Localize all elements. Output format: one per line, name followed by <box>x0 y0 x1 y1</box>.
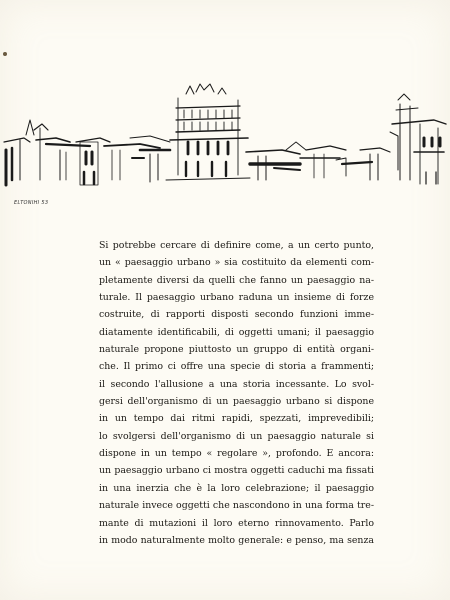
text-line: in un tempo dai ritmi rapidi, spezzati, imprevedibili; <box>99 413 374 425</box>
text-line: lo svolgersi dell'organismo di un paesaggio naturale si <box>99 430 374 442</box>
text-line: naturale propone piuttosto un gruppo di entità organi- <box>99 344 374 356</box>
text-line: dispone in un tempo « regolare », profondo. E ancora: <box>99 448 374 460</box>
text-line: gersi dell'organismo di un paesaggio urbano si dispone <box>99 396 374 408</box>
text-line: in modo naturalmente molto generale: e penso, ma senza <box>99 534 374 546</box>
text-line: un « paesaggio urbano » sia costituito da elementi com- <box>99 257 374 269</box>
body-paragraph <box>99 237 374 549</box>
page-edge-mark <box>3 52 7 56</box>
text-line: un paesaggio urbano ci mostra oggetti caduchi ma fissati <box>99 465 374 477</box>
text-line: il secondo l'allusione a una storia incessante. Lo svol- <box>99 378 374 390</box>
text-line: mante di mutazioni il loro eterno rinnovamento. Parlo <box>99 517 374 529</box>
text-line: in una inerzia che è la loro celebrazione; il paesaggio <box>99 482 374 494</box>
text-line: costruite, di rapporti disposti secondo funzioni imme- <box>99 309 374 321</box>
text-line: diatamente identificabili, di oggetti umani; il paesaggio <box>99 326 374 338</box>
text-line: turale. Il paesaggio urbano raduna un insieme di forze <box>99 292 374 304</box>
text-line: Si potrebbe cercare di definire come, a un certo punto, <box>99 240 374 251</box>
artist-signature: ELTONIHI 53 <box>14 200 49 206</box>
text-line: che. Il primo ci offre una specie di storia a frammenti; <box>99 361 374 373</box>
cityscape-drawing <box>0 80 450 200</box>
text-line: naturale invece oggetti che nascondono in una forma tre- <box>99 500 374 512</box>
text-line: pletamente diversi da quelli che fanno un paesaggio na- <box>99 274 374 286</box>
